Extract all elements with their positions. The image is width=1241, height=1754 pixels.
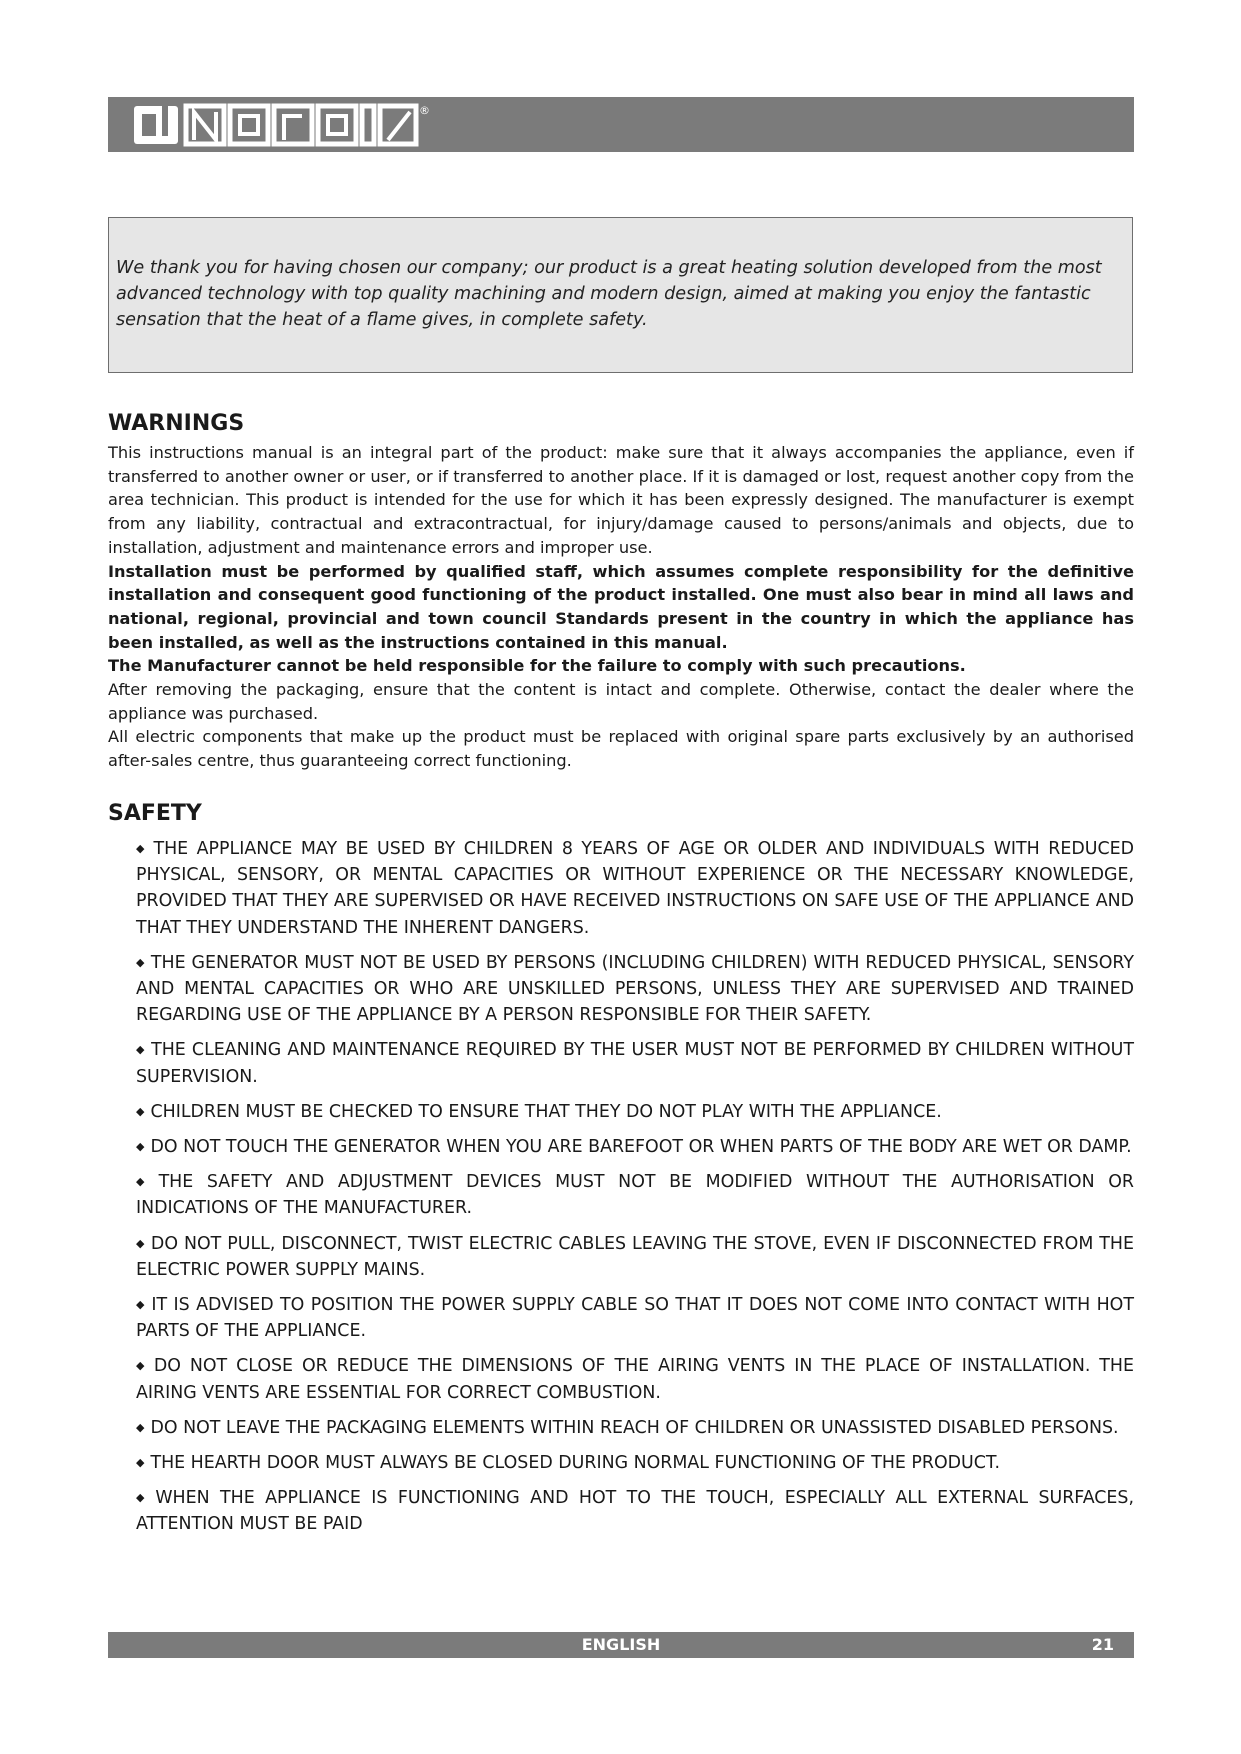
warnings-liability-paragraph: The Manufacturer cannot be held responsible for the failure to comply with such precautions.	[108, 656, 966, 676]
safety-item-text: DO NOT CLOSE OR REDUCE THE DIMENSIONS OF THE AIRING VENTS IN THE PLACE OF INSTALLATION. THE AIRING VENTS ARE ESSENTIAL FOR CORRECT COMBUSTION.	[136, 1356, 1134, 1403]
bullet-diamond-icon: ◆	[136, 1236, 145, 1250]
bullet-diamond-icon: ◆	[136, 955, 145, 969]
bullet-diamond-icon: ◆	[136, 1043, 146, 1057]
safety-item	[136, 1353, 1134, 1405]
warnings-packaging-paragraph: After removing the packaging, ensure that the content is intact and complete. Otherwise, contact the dealer where the appliance was purchased.	[108, 680, 1134, 723]
bullet-diamond-icon: ◆	[136, 1456, 145, 1470]
safety-item-text: THE GENERATOR MUST NOT BE USED BY PERSONS (INCLUDING CHILDREN) WITH REDUCED PHYSICAL, SENSORY AND MENTAL CAPACITIES OR WHO ARE UNSKILLED PERSONS, UNLESS THEY ARE SUPERVISED AND TRAINED REGARDING USE OF THE APPLIANCE BY A PERSON RESPONSIBLE FOR THEIR SAFETY.	[136, 952, 1134, 1026]
safety-item-text: THE APPLIANCE MAY BE USED BY CHILDREN 8 YEARS OF AGE OR OLDER AND INDIVIDUALS WITH REDUCED PHYSICAL, SENSORY, OR MENTAL CAPACITIES OR WITHOUT EXPERIENCE OR THE NECESSARY KNOWLEDGE, PROVIDED THAT THEY ARE SUPERVISED OR HAVE RECEIVED INSTRUCTIONS ON SAFE USE OF THE APPLIANCE AND THAT THEY UNDERSTAND THE INHERENT DANGERS.	[136, 839, 1134, 938]
warnings-installation-paragraph: Installation must be performed by qualified staff, which assumes complete responsibility for the definitive installation and consequent good functioning of the product installed. One must also bear in mind all laws and national, regional, provincial and town council Standards present in the country in which the appliance has been installed, as well as the instructions contained in this manual.	[108, 561, 1134, 652]
warnings-components-paragraph: All electric components that make up the product must be replaced with original spare parts exclusively by an authorised after-sales centre, thus guaranteeing correct functioning.	[108, 727, 1134, 771]
safety-item-text: IT IS ADVISED TO POSITION THE POWER SUPPLY CABLE SO THAT IT DOES NOT COME INTO CONTACT WITH HOT PARTS OF THE APPLIANCE.	[136, 1295, 1134, 1342]
bullet-diamond-icon: ◆	[136, 842, 148, 855]
bullet-diamond-icon: ◆	[136, 1175, 153, 1189]
bullet-diamond-icon: ◆	[136, 1359, 148, 1373]
safety-item-text: THE SAFETY AND ADJUSTMENT DEVICES MUST NOT BE MODIFIED WITHOUT THE AUTHORISATION OR INDICATIONS OF THE MANUFACTURER.	[136, 1172, 1134, 1219]
nordica-logo-icon	[134, 98, 434, 152]
safety-item	[136, 1099, 1134, 1125]
safety-item-text: WHEN THE APPLIANCE IS FUNCTIONING AND HOT TO THE TOUCH, ESPECIALLY ALL EXTERNAL SURFACES, ATTENTION MUST BE PAID	[136, 1488, 1134, 1535]
safety-item	[136, 950, 1134, 1029]
footer-bar	[108, 1632, 1134, 1658]
safety-item	[136, 1485, 1134, 1537]
footer-language: ENGLISH	[581, 1635, 661, 1654]
warnings-paragraph: This instructions manual is an integral part of the product: make sure that it always accompanies the appliance, even if transferred to another owner or user, or if transferred to another place. If it is damaged or lost, request another copy from the area technician. This product is intended for the use for which it has been expressly designed. The manufacturer is exempt from any liability, contractual and extracontractual, for injury/damage caused to persons/animals and objects, due to installation, adjustment and maintenance errors and improper use.	[108, 443, 1134, 557]
safety-item-text: DO NOT TOUCH THE GENERATOR WHEN YOU ARE BAREFOOT OR WHEN PARTS OF THE BODY ARE WET OR DAMP.	[150, 1137, 1132, 1158]
bullet-diamond-icon: ◆	[136, 1298, 146, 1312]
page-number: 21	[1091, 1635, 1114, 1654]
safety-heading: SAFETY	[108, 801, 202, 826]
brand-logo	[134, 98, 434, 152]
safety-item	[136, 1134, 1134, 1160]
safety-list	[136, 836, 1134, 1547]
warnings-body	[108, 441, 1134, 773]
bullet-diamond-icon: ◆	[136, 1420, 145, 1434]
safety-item	[136, 1292, 1134, 1344]
safety-item	[136, 1169, 1134, 1221]
safety-item-text: THE HEARTH DOOR MUST ALWAYS BE CLOSED DURING NORMAL FUNCTIONING OF THE PRODUCT.	[150, 1453, 1001, 1474]
safety-item-text: CHILDREN MUST BE CHECKED TO ENSURE THAT THEY DO NOT PLAY WITH THE APPLIANCE.	[150, 1101, 942, 1122]
bullet-diamond-icon: ◆	[136, 1104, 145, 1118]
safety-item	[136, 1415, 1134, 1441]
svg-text:®: ®	[419, 104, 430, 117]
warnings-heading: WARNINGS	[108, 411, 245, 436]
safety-item	[136, 1450, 1134, 1476]
safety-item	[136, 836, 1134, 941]
safety-item	[136, 1231, 1134, 1283]
bullet-diamond-icon: ◆	[136, 1140, 145, 1154]
intro-text: We thank you for having chosen our company; our product is a great heating solution developed from the most advanced technology with top quality machining and modern design, aimed at making you enjoy the fantastic sensation that the heat of a flame gives, in complete safety.	[116, 258, 1102, 330]
safety-item	[136, 1037, 1134, 1089]
bullet-diamond-icon: ◆	[136, 1491, 150, 1505]
safety-item-text: THE CLEANING AND MAINTENANCE REQUIRED BY THE USER MUST NOT BE PERFORMED BY CHILDREN WITHOUT SUPERVISION.	[136, 1040, 1134, 1087]
safety-item-text: DO NOT LEAVE THE PACKAGING ELEMENTS WITHIN REACH OF CHILDREN OR UNASSISTED DISABLED PERSONS.	[150, 1417, 1119, 1438]
safety-item-text: DO NOT PULL, DISCONNECT, TWIST ELECTRIC CABLES LEAVING THE STOVE, EVEN IF DISCONNECTED FROM THE ELECTRIC POWER SUPPLY MAINS.	[136, 1233, 1134, 1280]
